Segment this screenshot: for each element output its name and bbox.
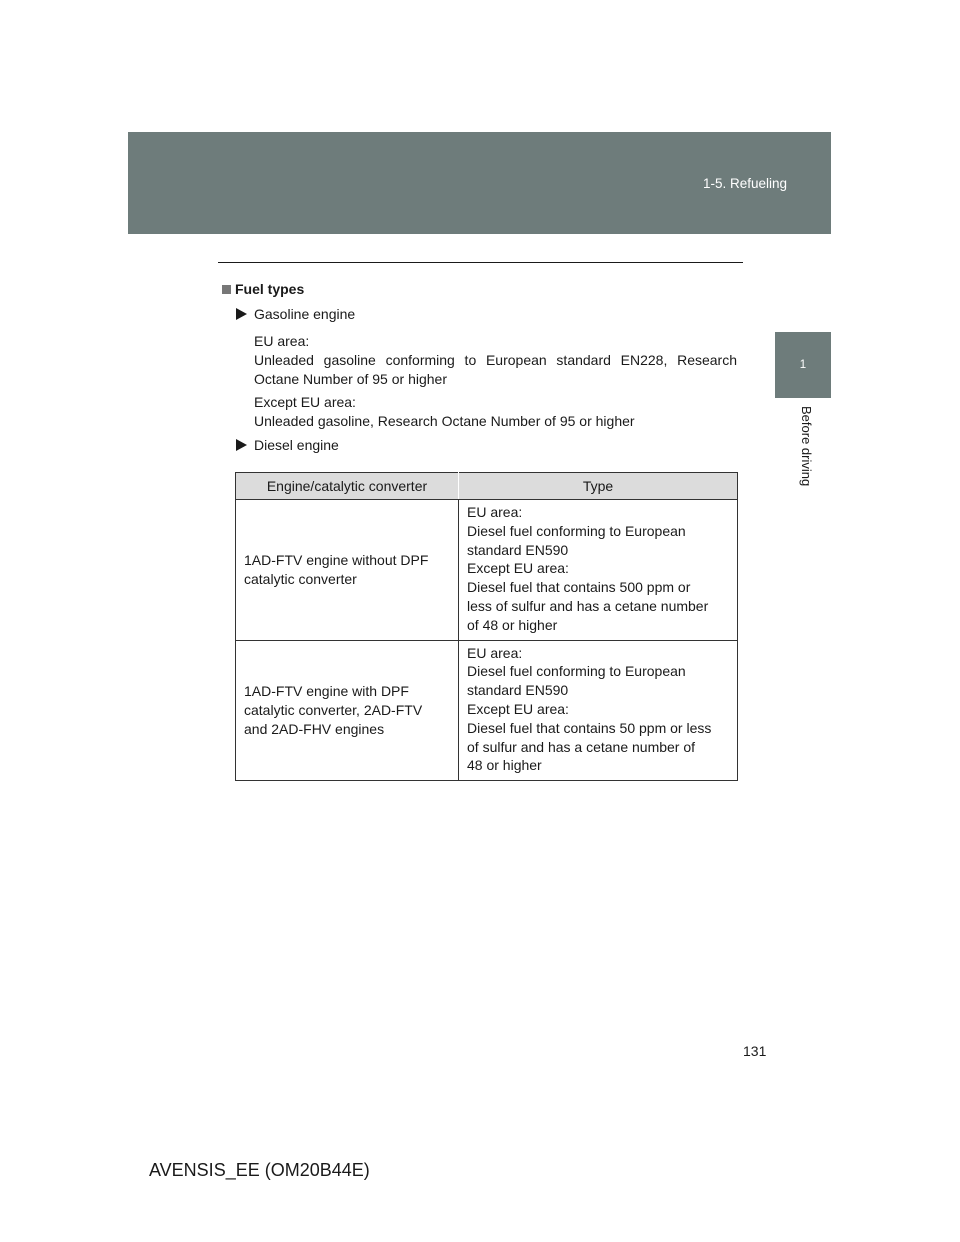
header-band (128, 132, 831, 234)
gasoline-label: Gasoline engine (254, 306, 356, 322)
page-number: 131 (743, 1043, 767, 1059)
diesel-fuel-table (235, 472, 738, 781)
gasoline-eu-text-line2: Octane Number of 95 or higher (254, 371, 447, 387)
type-line: Diesel fuel conforming to European (467, 663, 686, 680)
type-line: EU area: (467, 644, 523, 661)
engine-line: 1AD-FTV engine without DPF (244, 551, 429, 568)
type-line: Except EU area: (467, 560, 569, 577)
chapter-label: Before driving (799, 406, 814, 487)
engine-line: catalytic converter (244, 570, 357, 587)
chapter-tab (775, 332, 831, 398)
table-header-type: Type (459, 473, 738, 500)
gasoline-non-eu-paragraph (254, 393, 737, 431)
gasoline-non-eu-label: Except EU area: (254, 394, 356, 410)
type-line: EU area: (467, 504, 523, 520)
table-header-engine: Engine/catalytic converter (236, 473, 459, 500)
chapter-number: 1 (799, 359, 807, 371)
diesel-bullet (236, 437, 339, 453)
type-line: standard EN590 (467, 541, 569, 558)
gasoline-bullet (236, 306, 355, 322)
type-line: Except EU area: (467, 700, 569, 717)
fuel-types-title: Fuel types (235, 281, 305, 297)
type-cell (459, 640, 738, 781)
type-line: 48 or higher (467, 757, 542, 774)
fuel-types-heading (222, 281, 304, 297)
section-title: 1-5. Refueling (702, 176, 787, 191)
gasoline-non-eu-text: Unleaded gasoline, Research Octane Number of 95 or higher (254, 413, 635, 429)
type-line: Diesel fuel conforming to European (467, 522, 686, 539)
engine-cell (236, 640, 459, 781)
type-line: Diesel fuel that contains 50 ppm or less (467, 719, 712, 736)
gasoline-eu-text-line1: Unleaded gasoline conforming to European standard EN228, Research (254, 352, 737, 368)
engine-line: and 2AD-FHV engines (244, 720, 385, 737)
type-line: of sulfur and has a cetane number of (467, 738, 696, 755)
type-line: Diesel fuel that contains 500 ppm or (467, 579, 691, 596)
type-line: standard EN590 (467, 682, 569, 699)
triangle-bullet-icon (236, 439, 247, 451)
table-row (236, 640, 738, 781)
square-bullet-icon (222, 285, 231, 294)
triangle-bullet-icon (236, 308, 247, 320)
gasoline-eu-label: EU area: (254, 333, 310, 349)
gasoline-eu-paragraph (254, 332, 737, 389)
type-cell (459, 500, 738, 641)
chapter-side (775, 398, 831, 530)
document-code: AVENSIS_EE (OM20B44E) (149, 1160, 370, 1180)
diesel-label: Diesel engine (254, 437, 339, 453)
engine-line: catalytic converter, 2AD-FTV (244, 701, 423, 718)
section-rule (218, 262, 743, 263)
engine-line: 1AD-FTV engine with DPF (244, 683, 409, 700)
table-header-row (236, 473, 738, 500)
engine-cell (236, 500, 459, 641)
table-row (236, 500, 738, 641)
type-line: less of sulfur and has a cetane number (467, 597, 709, 614)
type-line: of 48 or higher (467, 616, 558, 633)
